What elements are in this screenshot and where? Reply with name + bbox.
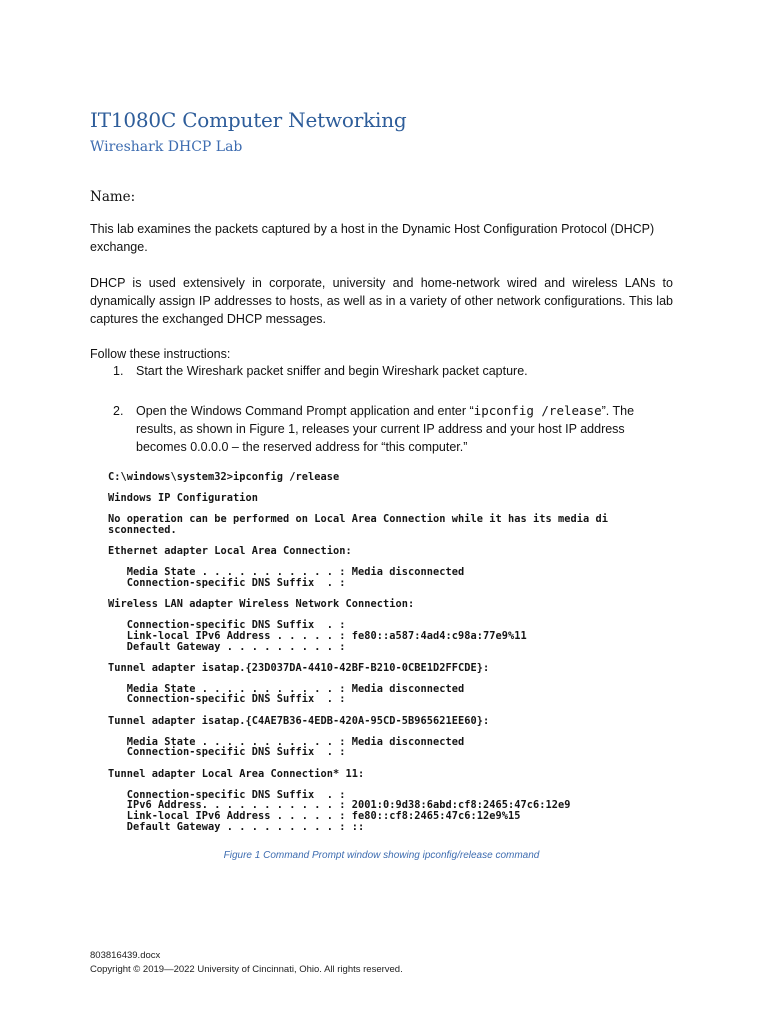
document-subtitle: Wireshark DHCP Lab [90, 139, 243, 155]
figure-caption: Figure 1 Command Prompt window showing ipconfig/release command [223, 850, 540, 861]
step-number: 1. [113, 364, 124, 378]
step-code: ipconfig /release [473, 403, 602, 418]
step-text-after: ”. The results, as shown in Figure 1, releases your current IP address and your host IP address becomes 0.0.0.0 – the reserved address for “this computer.” [136, 404, 635, 454]
step-text: Start the Wireshark packet sniffer and begin Wireshark packet capture. [136, 364, 528, 378]
dhcp-paragraph: DHCP is used extensively in corporate, university and home-network wired and wireless LANs to dynamically assign IP addresses to hosts, as well as in a variety of other network configurations. This lab captures the exchanged DHCP messages. [90, 276, 673, 326]
footer-filename: 803816439.docx [90, 950, 161, 961]
name-label: Name: [90, 189, 136, 205]
step-2 [90, 402, 673, 456]
terminal-output: C:\windows\system32>ipconfig /release Windows IP Configuration No operation can be performed on Local Area Connection while it has its media di sconnected. Ethernet adapter Local Area Connection: Media State . . . . . . . . . . . : Media disconnected Connection-specific DNS Suffix . : Wireless LAN adapter Wireless Network Connection: Connection-specific DNS Suffix . : Link-local IPv6 Address . . . . . : fe80::a587:4ad4:c98a:77e9%11 Default Gateway . . . . . . . . . : Tunnel adapter isatap.{23D037DA-4410-42BF-B210-0CBE1D2FFCDE}: Media State . . . . . . . . . . . : Media disconnected Connection-specific DNS Suffix . : Tunnel adapter isatap.{C4AE7B36-4EDB-420A-95CD-5B965621EE60}: Media State . . . . . . . . . . . : Media disconnected Connection-specific DNS Suffix . : Tunnel adapter Local Area Connection* 11: Connection-specific DNS Suffix . : IPv6 Address. . . . . . . . . . . : 2001:0:9d38:6abd:cf8:2465:47c6:12e9 Link-local IPv6 Address . . . . . : fe80::cf8:2465:47c6:12e9%15 Default Gateway . . . . . . . . . : :: [108, 471, 608, 833]
document-title: IT1080C Computer Networking [90, 108, 407, 132]
intro-paragraph: This lab examines the packets captured by a host in the Dynamic Host Configuration Protocol (DHCP) exchange. [90, 222, 655, 254]
command-prompt-screenshot [108, 472, 668, 842]
step-text-before: Open the Windows Command Prompt application and enter “ [136, 404, 474, 418]
step-1 [90, 362, 673, 380]
step-number: 2. [113, 404, 124, 418]
footer-copyright: Copyright © 2019—2022 University of Cincinnati, Ohio. All rights reserved. [90, 964, 403, 975]
instructions-heading: Follow these instructions: [90, 347, 231, 361]
